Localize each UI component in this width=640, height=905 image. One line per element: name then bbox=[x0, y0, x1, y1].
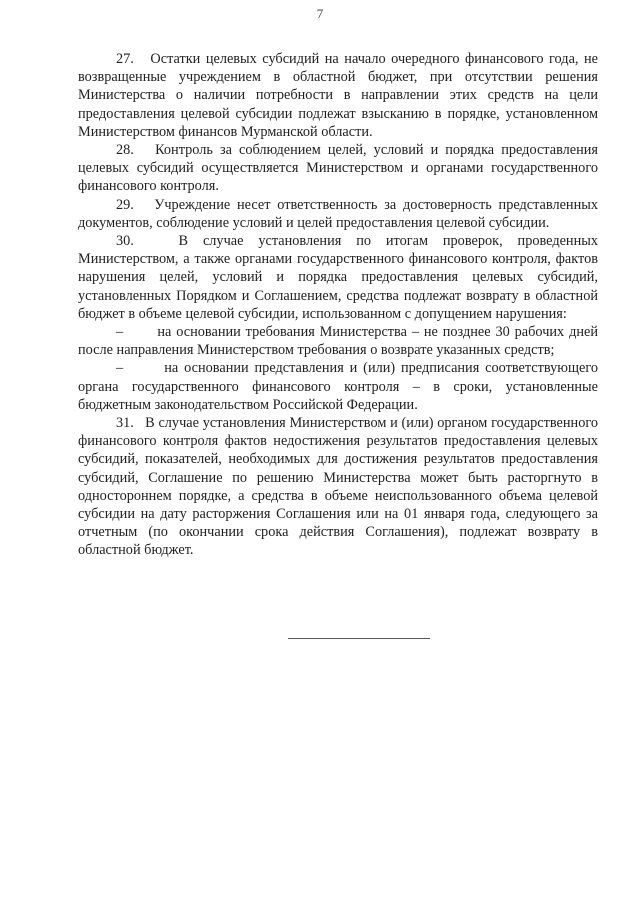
page-number: 7 bbox=[316, 6, 324, 21]
paragraph-30: 30. В случае установления по итогам проверок, проведенных Министерством, а также органами государственного финансового контроля, фактов нарушения целей, условий и порядка предоставления целевых субсидий, установленных Порядком и Соглашением, средства подлежат возврату в областной бюджет в объеме целевой субсидии, использованном с допущением нарушения: bbox=[78, 233, 598, 322]
paragraph-29: 29. Учреждение несет ответственность за достоверность представленных документов, соблюдение условий и целей предоставления целевой субсидии. bbox=[78, 196, 598, 231]
list-item-control-order: – на основании представления и (или) предписания соответствующего органа государственного финансового контроля – в сроки, установленные бюджетным законодательством Российской Федерации. bbox=[78, 360, 598, 413]
document-body bbox=[78, 50, 598, 560]
paragraph-27: 27. Остатки целевых субсидий на начало очередного финансового года, не возвращенные учреждением в областной бюджет, при отсутствии решения Министерства о наличии потребности в направлении этих средств на цели предоставления целевой субсидии подлежат взысканию в порядке, установленном Министерством финансов Мурманской области. bbox=[78, 51, 598, 140]
end-separator-line bbox=[288, 638, 430, 639]
paragraph-28: 28. Контроль за соблюдением целей, условий и порядка предоставления целевых субсидий осуществляется Министерством и органами государственного финансового контроля. bbox=[78, 142, 598, 195]
paragraph-31: 31. В случае установления Министерством и (или) органом государственного финансового контроля фактов недостижения результатов предоставления целевых субсидий, показателей, необходимых для достижения результатов предоставления субсидий, Соглашение по решению Министерства может быть расторгнуто в одностороннем порядке, а средства в объеме неиспользованного объема целевой субсидии на дату расторжения Соглашения или на 01 января года, следующего за отчетным (по окончании срока действия Соглашения), подлежат возврату в областной бюджет. bbox=[78, 415, 598, 559]
list-item-ministry-demand: – на основании требования Министерства – не позднее 30 рабочих дней после направления Министерством требования о возврате указанных средств; bbox=[78, 324, 598, 359]
